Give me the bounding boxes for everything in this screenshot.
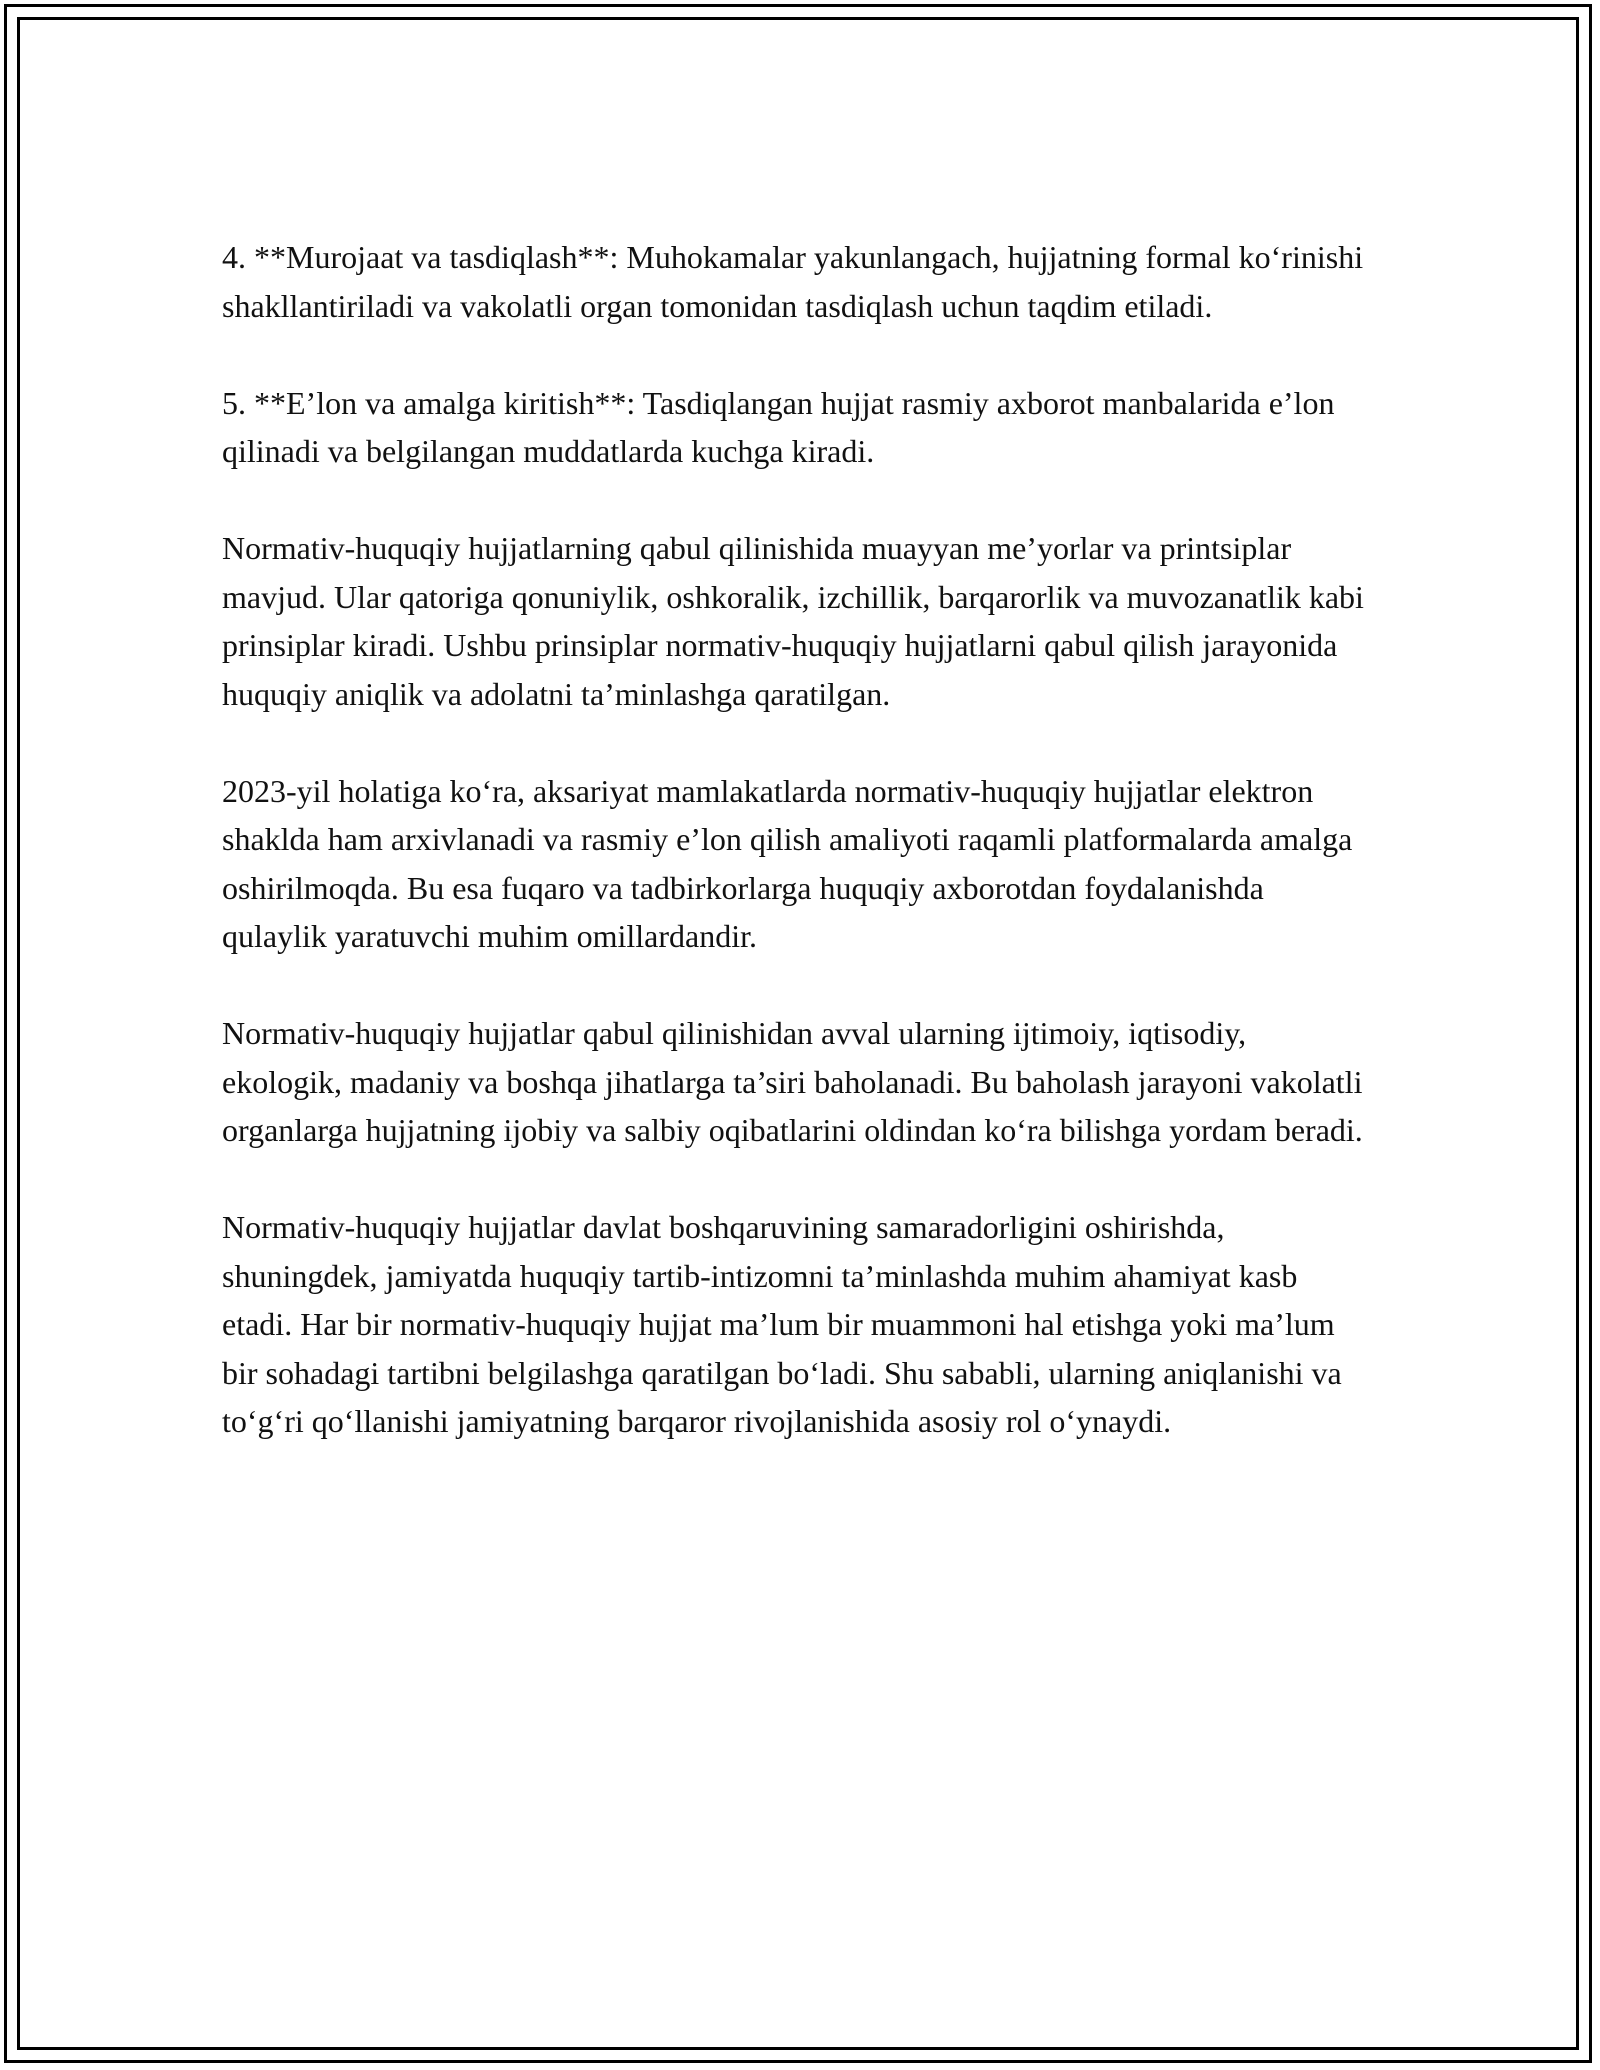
document-body bbox=[222, 233, 1372, 1446]
paragraph-2023-holati: 2023-yil holatiga ko‘ra, aksariyat mamlakatlarda normativ-huquqiy hujjatlar elektron shaklda ham arxivlanadi va rasmiy e’lon qilish amaliyoti raqamli platformalarda amalga oshirilmoqda. Bu esa fuqaro va tadbirkorlarga huquqiy axborotdan foydalanishda qulaylik yaratuvchi muhim omillardandir. bbox=[222, 772, 1353, 954]
paragraph-davlat-boshqaruvi: Normativ-huquqiy hujjatlar davlat boshqaruvining samaradorligini oshirishda, shuningdek, jamiyatda huquqiy tartib-intizomni ta’minlashda muhim ahamiyat kasb etadi. Har bir normativ-huquqiy hujjat ma’lum bir muammoni hal etishga yoki ma’lum bir sohadagi tartibni belgilashga qaratilgan bo‘ladi. Shu sababli, ularning aniqlanishi va to‘g‘ri qo‘llanishi jamiyatning barqaror rivojlanishida asosiy rol o‘ynaydi. bbox=[222, 1209, 1342, 1439]
paragraph-tasir-baholash: Normativ-huquqiy hujjatlar qabul qilinishidan avval ularning ijtimoiy, iqtisodiy, ekologik, madaniy va boshqa jihatlarga ta’siri baholanadi. Bu baholash jarayoni vakolatli organlarga hujjatning ijobiy va salbiy oqibatlarini oldindan ko‘ra bilishga yordam beradi. bbox=[222, 1015, 1363, 1148]
paragraph-meyorlar-printsiplar: Normativ-huquqiy hujjatlarning qabul qilinishida muayyan me’yorlar va printsiplar mavjud. Ular qatoriga qonuniylik, oshkoralik, izchillik, barqarorlik va muvozanatlik kabi prinsiplar kiradi. Ushbu prinsiplar normativ-huquqiy hujjatlarni qabul qilish jarayonida huquqiy aniqlik va adolatni ta’minlashga qaratilgan. bbox=[222, 530, 1364, 712]
paragraph-elon-amalga-kiritish: 5. **E’lon va amalga kiritish**: Tasdiqlangan hujjat rasmiy axborot manbalarida e’lon qilinadi va belgilangan muddatlarda kuchga kiradi. bbox=[222, 384, 1335, 469]
paragraph-murojaat-tasdiqlash: 4. **Murojaat va tasdiqlash**: Muhokamalar yakunlangach, hujjatning formal ko‘rinishi shakllantiriladi va vakolatli organ tomonidan tasdiqlash uchun taqdim etiladi. bbox=[222, 239, 1364, 324]
